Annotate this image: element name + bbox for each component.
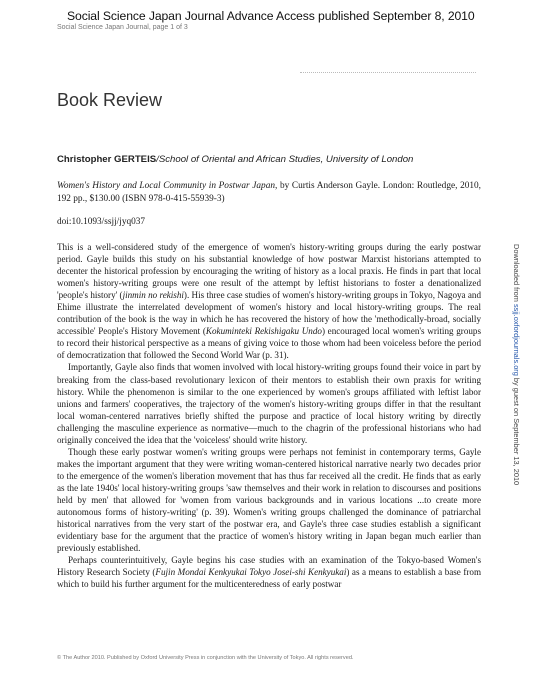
paragraph-1: This is a well-considered study of the emergence of women's history-writing groups during the early postwar period. Gayle builds this study on his substantial knowledge of how postwar Marxist historians attempted to decenter the historical profession by encouraging the writing of history as a local praxis. He finds in part that local women's history-writing groups were one result of the attempt by leftist historians to foster a denationalized 'people's history' (jinmin no rekishi). His three case studies of women's history-writing groups in Tokyo, Nagoya and Ehime illustrate the interrelated development of women's history and local history-writing groups. The real contribution of the book is the way in which he has recovered the history of how the 'methodically-broad, socially accessible' People's History Movement (Kokuminteki Rekishigaku Undo) encouraged local women's writing groups to record their historical perspective as a means of giving voice to those whom had been voiceless before the period of democratization that followed the Second World War (p. 31). [57,242,482,361]
reviewer-name: Christopher GERTEIS [57,154,157,165]
review-body [57,241,481,590]
doi: doi:10.1093/ssjj/jyq037 [57,217,146,227]
paragraph-3: Though these early postwar women's writing groups were perhaps not feminist in contemporary terms, Gayle makes the important argument that they were writing woman-centered historical narrative nearly two decades prior to the emergence of the women's liberation movement that has thus far received all the credit. He finds that as early as the late 1940s' local history-writing groups 'saw themselves and their work in relation to discourses and positions held by men' that allowed for 'women from various backgrounds and in various locations ...to create more autonomous forms of history-writing' (p. 39). Women's writing groups challenged the dominance of patriarchal historical narratives from the very start of the postwar era, and Gayle's three case studies establish a significant evidentiary base for the argument that the practice of women's history writing in Japan began much earlier than previously established. [57,446,481,554]
paragraph-2: Importantly, Gayle also finds that women involved with local history-writing groups found their voice in part by breaking from the class-based revolutionary lexicon of their mentors to establish their own praxis for writing history. While the phenomenon is similar to the one experienced by women's groups affiliated with leftist labor unions and farmers' cooperatives, the trajectory of the women's history-writing groups differ in that the resultant local woman-centered narratives briefly shifted the purpose and practice of local history writing by directly challenging the masculine experience as normative—much to the chagrin of the professional historians who had originally conceived the idea that the 'voiceless' should write history. [57,362,481,445]
book-details: by Curtis Anderson Gayle. London: Routledge, 2010, 192 pp., $130.00 (ISBN 978-0-415-55939-3) [57,181,481,204]
download-side-note: Downloaded from ssjj.oxfordjournals.org by guest on September 13, 2010 [512,244,521,486]
header-divider [300,72,476,73]
running-head: Social Science Japan Journal, page 1 of 3 [57,24,188,31]
reviewer-line [57,154,413,165]
book-title: Women's History and Local Community in Postwar Japan, [57,181,278,191]
journal-site-link[interactable]: ssjj.oxfordjournals.org [512,303,521,376]
advance-access-banner: Social Science Japan Journal Advance Access published September 8, 2010 [67,9,475,23]
reviewer-affiliation: /School of Oriental and African Studies, University of London [156,154,414,165]
book-citation [57,180,481,205]
paragraph-4: Perhaps counterintuitively, Gayle begins his case studies with an examination of the Tokyo-based Women's History Research Society (Fujin Mondai Kenkyukai Tokyo Josei-shi Kenkyukai) as a means to establish a base from which to build his further argument for the multicenteredness of early postwar [57,555,482,590]
section-title: Book Review [57,90,163,110]
copyright-footer: © The Author 2010. Published by Oxford University Press in conjunction with the University of Tokyo. All rights reserved. [57,655,354,661]
